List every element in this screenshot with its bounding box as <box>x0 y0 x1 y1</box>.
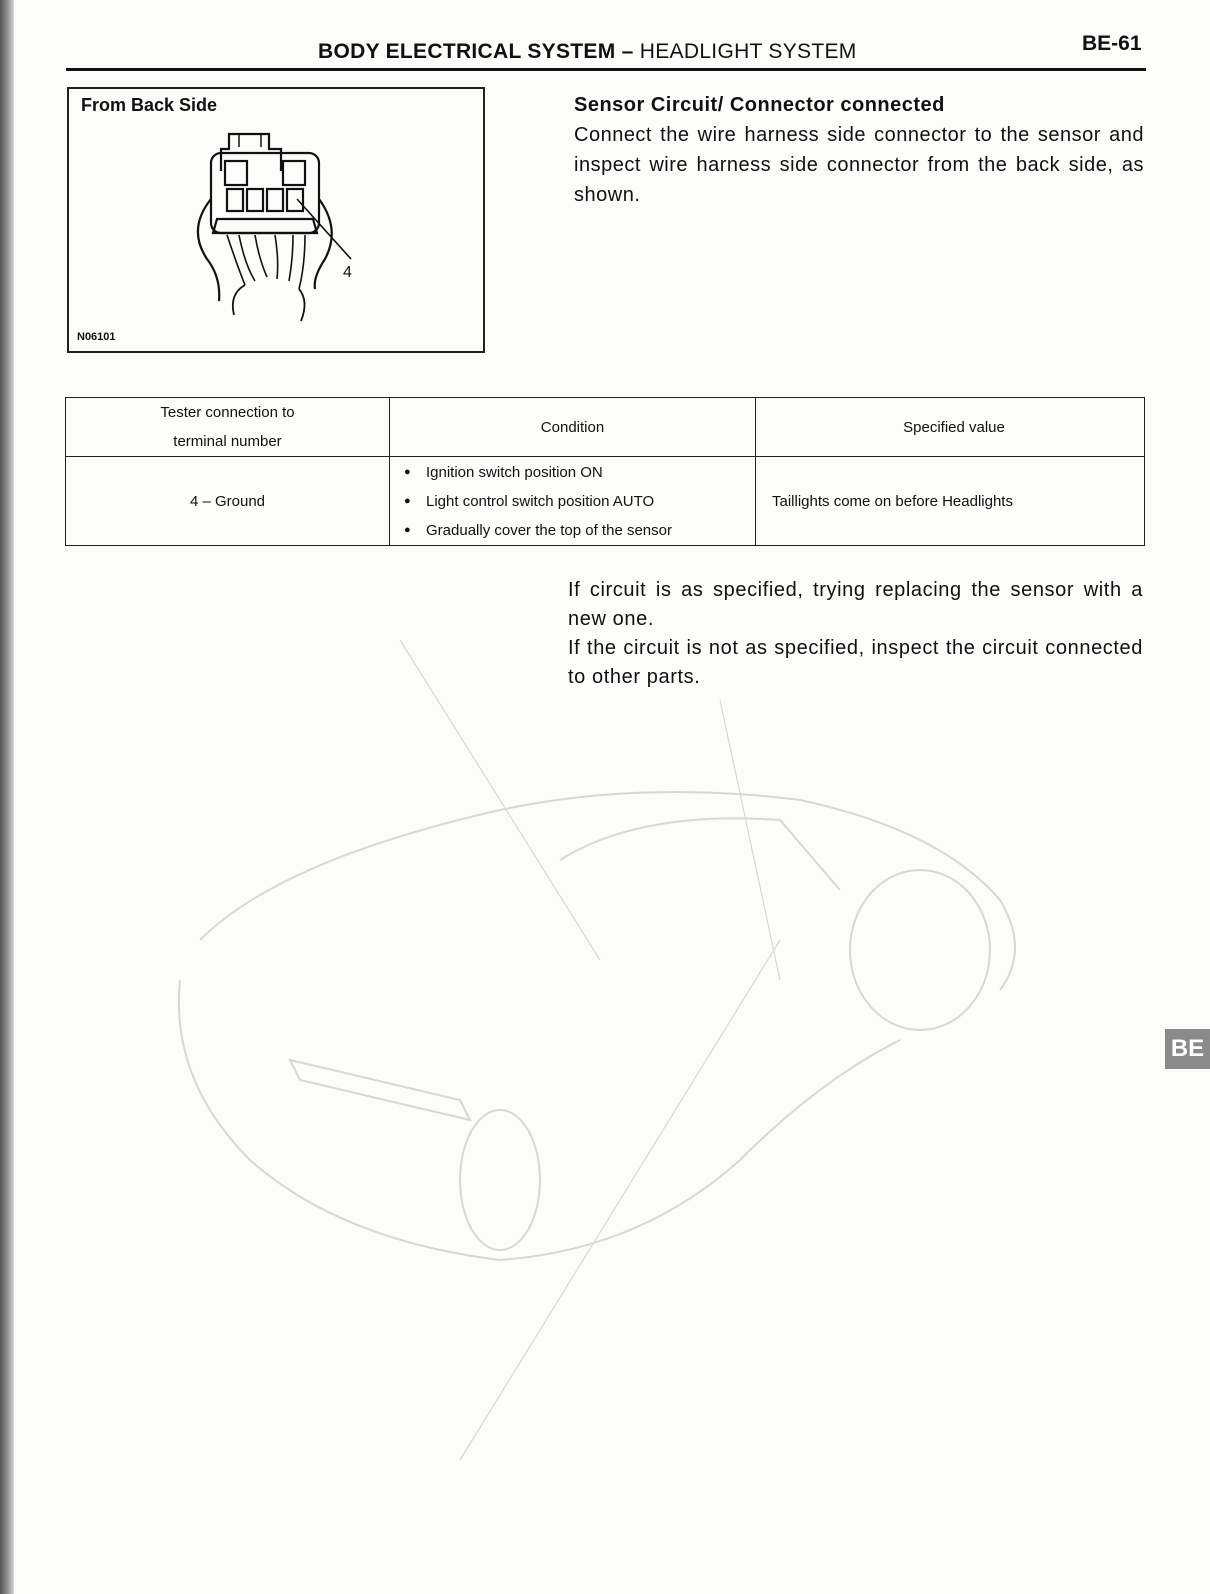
page-number: BE-61 <box>1082 32 1142 55</box>
header-condition: Condition <box>390 398 756 457</box>
header-specified-value: Specified value <box>756 398 1145 457</box>
inspection-table <box>65 397 1145 546</box>
header-separator: – <box>615 40 640 63</box>
table-row <box>66 457 1145 546</box>
header-col1-line1: Tester connection to <box>160 404 295 421</box>
section-tab-be: BE <box>1165 1029 1210 1069</box>
condition-list <box>398 458 747 545</box>
table-header-row <box>66 398 1145 457</box>
result-ng-text: If the circuit is not as specified, inspect the circuit connected to other parts. <box>568 637 1143 688</box>
header-rule <box>66 68 1146 71</box>
cell-specified-value: Taillights come on before Headlights <box>756 457 1145 546</box>
section-heading: Sensor Circuit/ Connector connected <box>574 94 945 116</box>
condition-item: ● Light control switch position AUTO <box>398 487 747 516</box>
book-binding-edge <box>0 0 14 1594</box>
condition-item: ● Ignition switch position ON <box>398 458 747 487</box>
intro-paragraph: Connect the wire harness side connector to the sensor and inspect wire harness side connector from the back side, as shown. <box>574 124 1144 206</box>
connector-back-side-diagram <box>69 89 483 351</box>
terminal-callout: 4 <box>343 264 352 281</box>
intro-section <box>574 90 1144 210</box>
figure-code: N06101 <box>77 331 116 343</box>
connector-figure <box>67 87 485 353</box>
header-tester-connection <box>66 398 390 457</box>
page-header-title <box>318 40 857 64</box>
header-sub-title: HEADLIGHT SYSTEM <box>639 40 857 63</box>
header-col1-line2: terminal number <box>173 433 282 450</box>
cell-terminal: 4 – Ground <box>66 457 390 546</box>
figure-caption: From Back Side <box>81 95 218 115</box>
header-main-title: BODY ELECTRICAL SYSTEM <box>318 40 616 63</box>
bleed-through-car-illustration <box>80 560 1120 1460</box>
condition-item: ● Gradually cover the top of the sensor <box>398 516 747 545</box>
cell-conditions <box>390 457 756 546</box>
result-ok-text: If circuit is as specified, trying replacing the sensor with a new one. <box>568 579 1143 630</box>
